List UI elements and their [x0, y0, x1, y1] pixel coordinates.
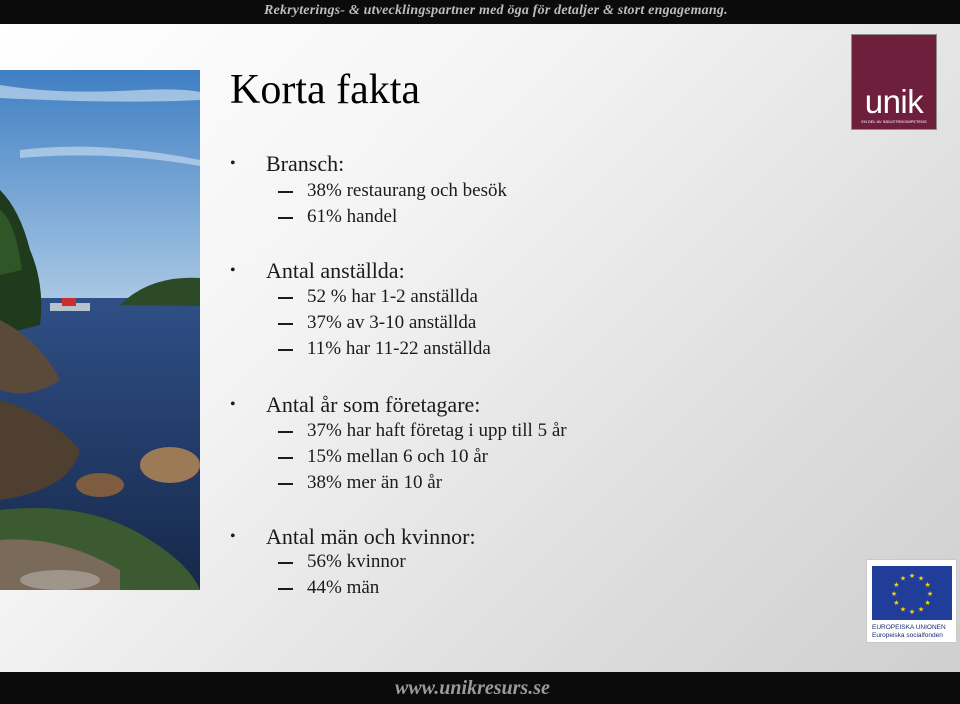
- eu-flag-icon: [872, 566, 952, 620]
- svg-text:★: ★: [893, 599, 900, 607]
- dash-icon: [278, 323, 293, 325]
- svg-text:★: ★: [899, 605, 907, 614]
- dash-icon: [278, 483, 293, 485]
- eu-sublabel: Europeiska socialfonden: [872, 632, 943, 639]
- bottom-bar: [0, 672, 960, 704]
- dash-icon: [278, 217, 293, 219]
- logo-subtitle: EN DEL AV INDUSTRIKOMPETENS: [861, 119, 927, 124]
- dash-icon: [278, 562, 293, 564]
- eu-badge: [866, 559, 957, 643]
- dash-icon: [278, 349, 293, 351]
- bullet-icon: •: [230, 155, 236, 172]
- bullet-icon: •: [230, 262, 236, 279]
- svg-text:★: ★: [917, 605, 925, 614]
- svg-text:★: ★: [890, 590, 898, 598]
- website-url: www.unikresurs.se: [395, 677, 550, 699]
- tagline: Rekryterings- & utvecklingspartner med öga för detaljer & stort engagemang.: [264, 3, 728, 18]
- archipelago-photo: [0, 70, 200, 590]
- logo-word: unik: [864, 83, 924, 120]
- top-bar: [0, 0, 960, 24]
- svg-text:★: ★: [926, 590, 934, 598]
- svg-text:★: ★: [908, 608, 916, 616]
- dash-icon: [278, 457, 293, 459]
- dash-icon: [278, 191, 293, 193]
- bullet-icon: •: [230, 396, 236, 413]
- dash-icon: [278, 588, 293, 590]
- svg-text:★: ★: [899, 574, 907, 583]
- svg-text:★: ★: [893, 581, 900, 589]
- svg-text:★: ★: [924, 581, 931, 589]
- unik-logo: [851, 34, 937, 130]
- eu-label: EUROPEISKA UNIONEN: [872, 624, 946, 631]
- svg-text:★: ★: [908, 572, 916, 580]
- bullet-icon: •: [230, 528, 236, 545]
- dash-icon: [278, 297, 293, 299]
- svg-text:★: ★: [924, 599, 931, 607]
- slide-title: Korta fakta: [230, 67, 421, 113]
- dash-icon: [278, 431, 293, 433]
- svg-text:★: ★: [917, 574, 925, 583]
